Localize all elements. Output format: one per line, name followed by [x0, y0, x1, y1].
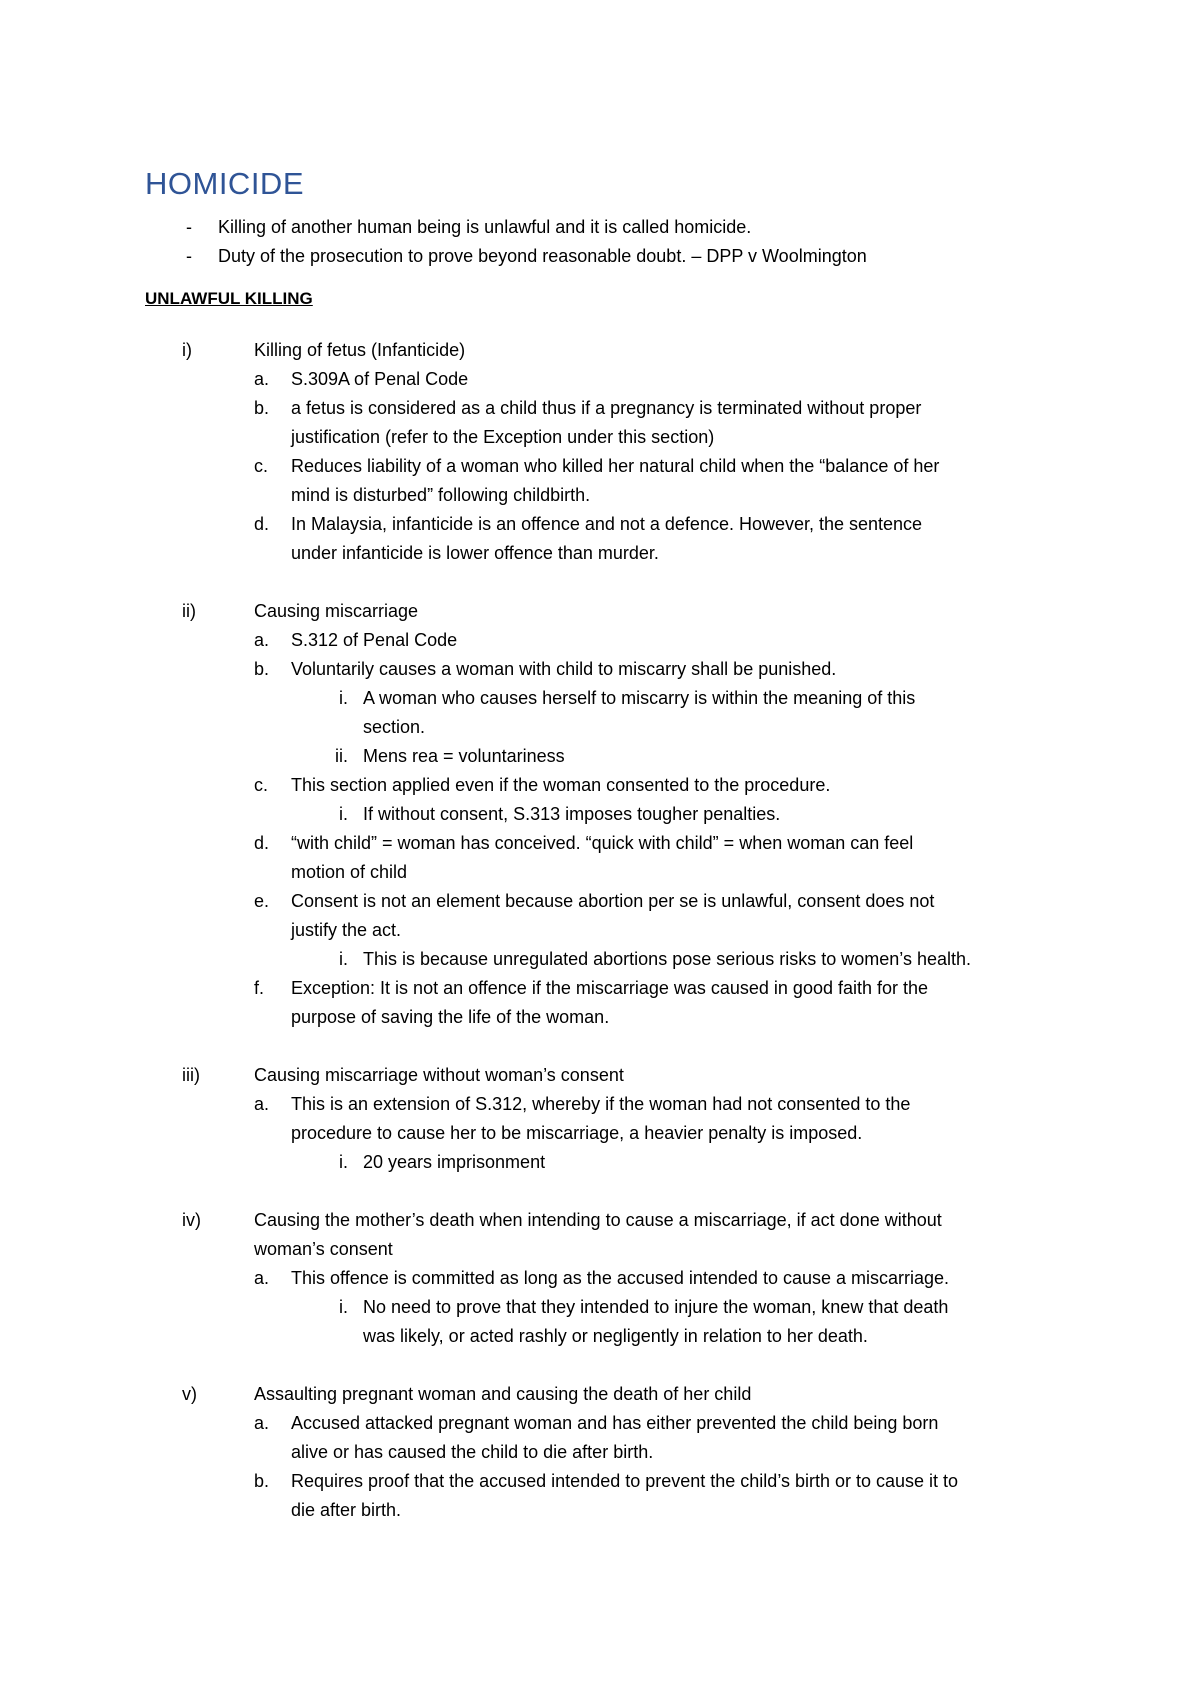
point-text: S.312 of Penal Code [291, 630, 458, 650]
alpha-marker: b. [254, 659, 270, 679]
point-text: Requires proof that the accused intended to prevent the child’s birth or to cause it to [291, 1471, 959, 1491]
point-text: Voluntarily causes a woman with child to miscarry shall be punished. [291, 659, 837, 679]
page-title: HOMICIDE [145, 166, 304, 201]
roman-marker: v) [182, 1384, 197, 1404]
roman-marker: iii) [182, 1065, 200, 1085]
point-text: justification (refer to the Exception under this section) [291, 427, 715, 447]
sub-point-text: If without consent, S.313 imposes tougher penalties. [363, 804, 781, 824]
sub-marker: i. [339, 1152, 348, 1172]
alpha-marker: d. [254, 833, 270, 853]
sub-point-text: A woman who causes herself to miscarry is within the meaning of this [363, 688, 916, 708]
point-text: alive or has caused the child to die after birth. [291, 1442, 654, 1462]
sub-point-text: section. [363, 717, 426, 737]
alpha-marker: f. [254, 978, 265, 998]
point-text: S.309A of Penal Code [291, 369, 469, 389]
roman-marker: i) [182, 340, 192, 360]
intro-bullet-1: Killing of another human being is unlawful and it is called homicide. [218, 217, 752, 237]
point-text: This section applied even if the woman consented to the procedure. [291, 775, 831, 795]
point-text: Reduces liability of a woman who killed her natural child when the “balance of her [291, 456, 940, 476]
sub-marker: ii. [335, 746, 348, 766]
sub-point-text: Mens rea = voluntariness [363, 746, 565, 766]
point-text: a fetus is considered as a child thus if a pregnancy is terminated without proper [291, 398, 922, 418]
sub-marker: i. [339, 1297, 348, 1317]
bullet-dash: - [186, 217, 192, 237]
alpha-marker: b. [254, 398, 270, 418]
sub-marker: i. [339, 688, 348, 708]
item-title: Assaulting pregnant woman and causing the death of her child [254, 1384, 752, 1404]
alpha-marker: d. [254, 514, 270, 534]
roman-marker: iv) [182, 1210, 201, 1230]
alpha-marker: b. [254, 1471, 270, 1491]
sub-point-text: This is because unregulated abortions pose serious risks to women’s health. [363, 949, 972, 969]
sub-point-text: 20 years imprisonment [363, 1152, 546, 1172]
alpha-marker: a. [254, 630, 270, 650]
item-title: Causing miscarriage without woman’s consent [254, 1065, 624, 1085]
item-title: Causing the mother’s death when intending to cause a miscarriage, if act done without [254, 1210, 942, 1230]
point-text: Consent is not an element because abortion per se is unlawful, consent does not [291, 891, 935, 911]
sub-marker: i. [339, 804, 348, 824]
sub-marker: i. [339, 949, 348, 969]
point-text: Accused attacked pregnant woman and has either prevented the child being born [291, 1413, 939, 1433]
point-text: Exception: It is not an offence if the miscarriage was caused in good faith for the [291, 978, 929, 998]
intro-bullet-2: Duty of the prosecution to prove beyond reasonable doubt. – DPP v Woolmington [218, 246, 867, 266]
alpha-marker: e. [254, 891, 270, 911]
point-text: die after birth. [291, 1500, 402, 1520]
point-text: procedure to cause her to be miscarriage, a heavier penalty is imposed. [291, 1123, 863, 1143]
roman-marker: ii) [182, 601, 196, 621]
point-text: under infanticide is lower offence than murder. [291, 543, 659, 563]
point-text: purpose of saving the life of the woman. [291, 1007, 610, 1027]
point-text: mind is disturbed” following childbirth. [291, 485, 591, 505]
bullet-dash: - [186, 246, 192, 266]
point-text: This offence is committed as long as the accused intended to cause a miscarriage. [291, 1268, 950, 1288]
point-text: motion of child [291, 862, 408, 882]
point-text: justify the act. [291, 920, 402, 940]
item-title: woman’s consent [254, 1239, 393, 1259]
point-text: “with child” = woman has conceived. “quick with child” = when woman can feel [291, 833, 914, 853]
sub-point-text: was likely, or acted rashly or negligently in relation to her death. [363, 1326, 868, 1346]
alpha-marker: a. [254, 1268, 270, 1288]
sub-point-text: No need to prove that they intended to injure the woman, knew that death [363, 1297, 949, 1317]
item-title: Causing miscarriage [254, 601, 419, 621]
section-heading: UNLAWFUL KILLING [145, 289, 313, 308]
alpha-marker: a. [254, 369, 270, 389]
alpha-marker: a. [254, 1094, 270, 1114]
alpha-marker: c. [254, 775, 269, 795]
alpha-marker: a. [254, 1413, 270, 1433]
point-text: In Malaysia, infanticide is an offence and not a defence. However, the sentence [291, 514, 923, 534]
item-title: Killing of fetus (Infanticide) [254, 340, 466, 360]
point-text: This is an extension of S.312, whereby if the woman had not consented to the [291, 1094, 911, 1114]
alpha-marker: c. [254, 456, 269, 476]
